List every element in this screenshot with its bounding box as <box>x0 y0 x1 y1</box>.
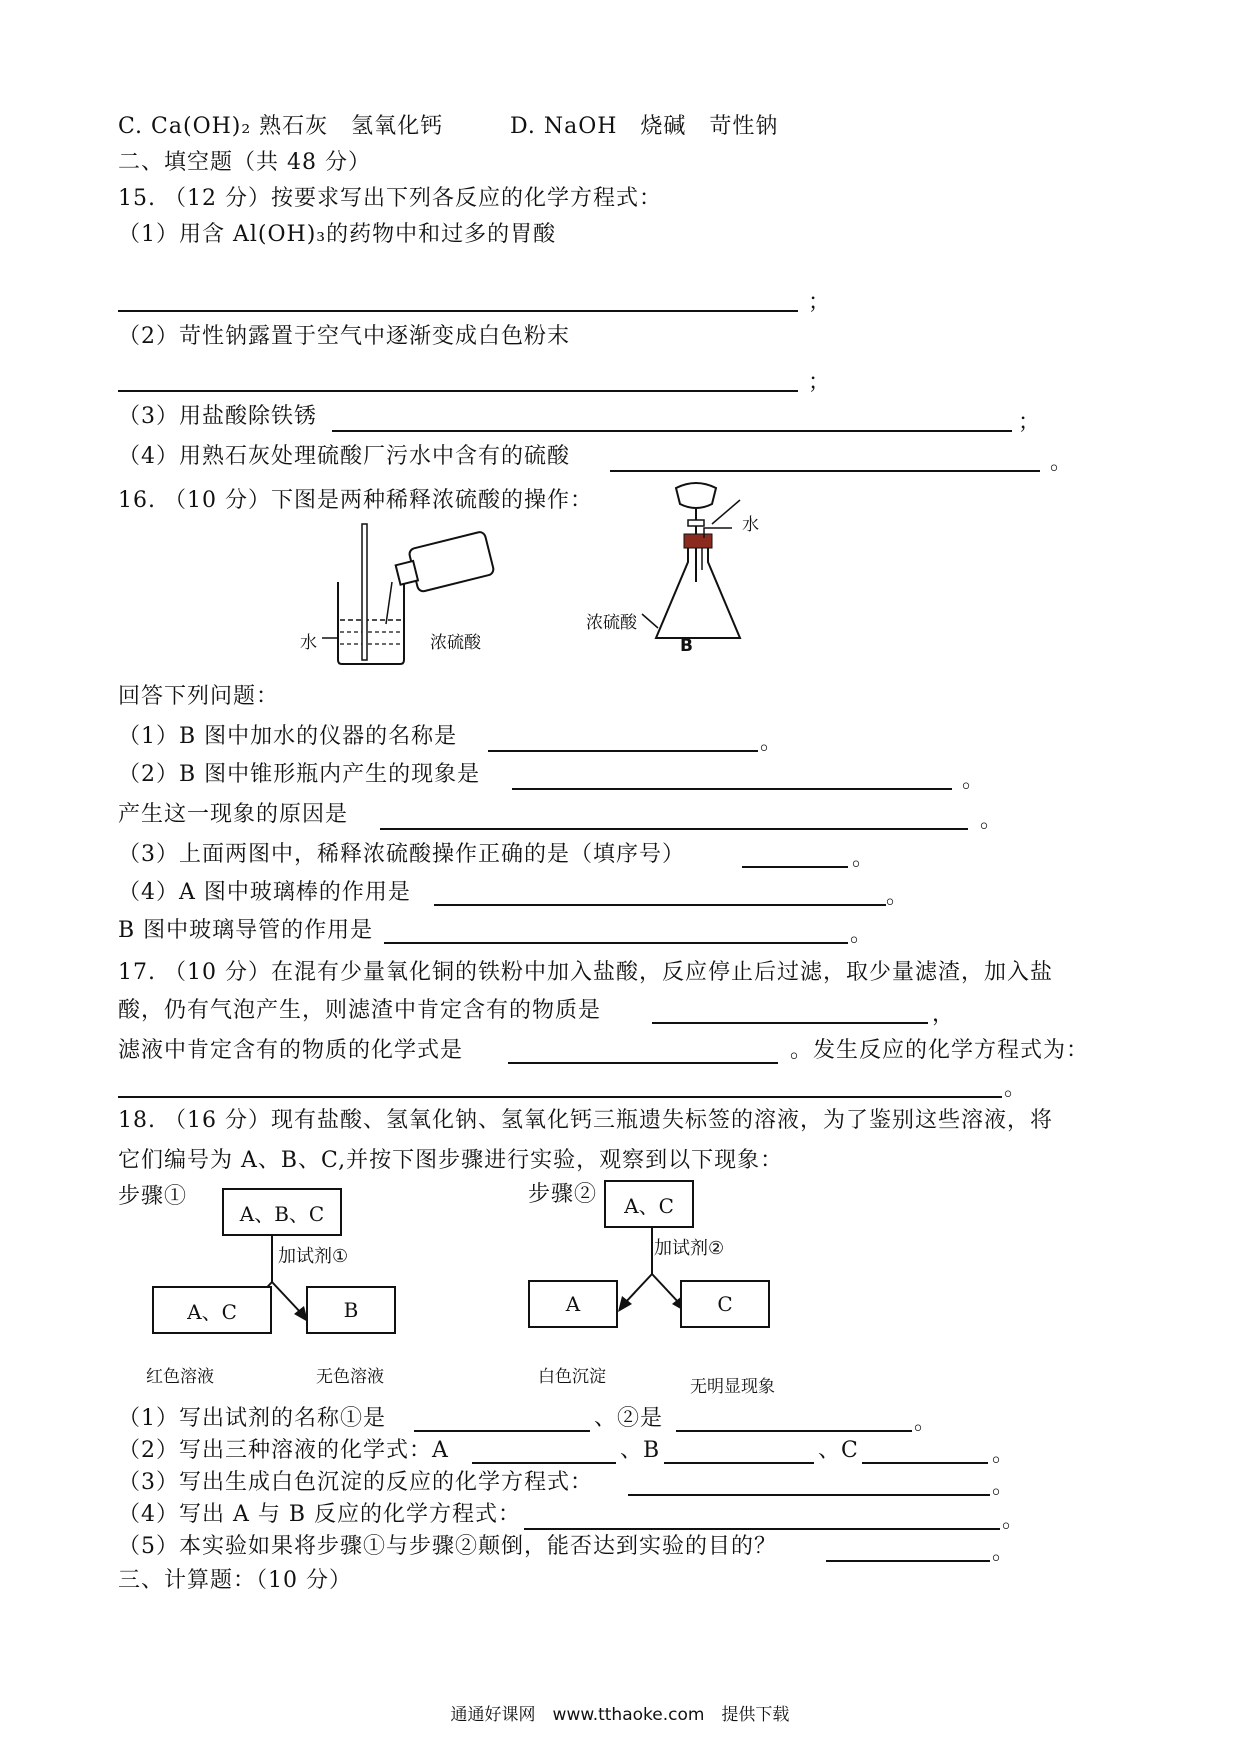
figure-a-acid-label: 浓硫酸 <box>430 633 481 653</box>
step2-reagent: 加试剂② <box>654 1238 725 1259</box>
q15-part3-semicolon: ； <box>1018 410 1041 435</box>
q16-part3-blank[interactable] <box>742 866 848 868</box>
q18-part2-c: 、C <box>818 1438 859 1463</box>
figure-b-acid-label: 浓硫酸 <box>586 613 637 633</box>
section-3-title: 三、计算题：（10 分） <box>118 1568 352 1593</box>
q16-part2-period: 。 <box>962 768 985 793</box>
q18-part4-period: 。 <box>1002 1508 1025 1533</box>
q17-line3-b: 。发生反应的化学方程式为： <box>790 1038 1090 1063</box>
q17-equation-blank[interactable] <box>118 1096 1002 1098</box>
figure-a-dilution-beaker <box>300 520 520 668</box>
q15-part4-blank[interactable] <box>610 470 1040 472</box>
q16-part4-b: B 图中玻璃导管的作用是 <box>118 918 374 943</box>
q15-stem: 15. （12 分）按要求写出下列各反应的化学方程式： <box>118 186 662 211</box>
figure-b-label: B <box>680 636 693 656</box>
q18-part2-period: 。 <box>992 1442 1015 1467</box>
q15-part2-blank[interactable] <box>118 390 798 392</box>
q17-line3: 滤液中肯定含有的物质的化学式是 <box>118 1038 464 1063</box>
q15-part1-blank[interactable] <box>118 310 798 312</box>
q16-part4-b-blank[interactable] <box>384 942 848 944</box>
q18-reagent1-blank[interactable] <box>414 1430 590 1432</box>
q16-part1-blank[interactable] <box>488 750 758 752</box>
step1-reagent: 加试剂① <box>278 1246 349 1267</box>
q16-part1: （1）B 图中加水的仪器的名称是 <box>118 724 458 749</box>
q16-part2-reason-period: 。 <box>980 808 1003 833</box>
q16-part3: （3）上面两图中，稀释浓硫酸操作正确的是（填序号） <box>118 842 685 867</box>
q15-part4-period: 。 <box>1050 450 1073 475</box>
q18-line1: 18. （16 分）现有盐酸、氢氧化钠、氢氧化钙三瓶遗失标签的溶液，为了鉴别这些溶液，将 <box>118 1108 1053 1133</box>
q15-part3: （3）用盐酸除铁锈 <box>118 404 317 429</box>
q15-part1: （1）用含 Al(OH)₃的药物中和过多的胃酸 <box>118 222 557 247</box>
option-d: D. NaOH 烧碱 苛性钠 <box>510 114 779 139</box>
q18-line2: 它们编号为 A、B、C,并按下图步骤进行实验，观察到以下现象： <box>118 1148 784 1173</box>
q18-part2-b: 、B <box>620 1438 661 1463</box>
q16-part2-reason-blank[interactable] <box>380 828 968 830</box>
q16-part4-blank[interactable] <box>434 904 886 906</box>
q18-part5-blank[interactable] <box>826 1560 990 1562</box>
q18-part2-a: （2）写出三种溶液的化学式：A <box>118 1438 449 1463</box>
q15-part2: （2）苛性钠露置于空气中逐渐变成白色粉末 <box>118 324 570 349</box>
q16-part2: （2）B 图中锥形瓶内产生的现象是 <box>118 762 481 787</box>
q16-part4-period: 。 <box>886 884 909 909</box>
q18-part5: （5）本实验如果将步骤①与步骤②颠倒，能否达到实验的目的？ <box>118 1534 777 1559</box>
step1-label: 步骤① <box>118 1184 188 1209</box>
q16-part2-reason: 产生这一现象的原因是 <box>118 802 349 827</box>
q17-line1: 17. （10 分）在混有少量氧化铜的铁粉中加入盐酸，反应停止后过滤，取少量滤渣，加入盐 <box>118 960 1053 985</box>
q18-part3-period: 。 <box>992 1474 1015 1499</box>
step1-right-caption: 无色溶液 <box>316 1367 384 1387</box>
step2-label: 步骤② <box>528 1182 598 1207</box>
page-footer: 通通好课网 www.tthaoke.com 提供下载 <box>450 1705 790 1725</box>
step2-left-caption: 白色沉淀 <box>538 1367 606 1387</box>
q17-filtrate-blank[interactable] <box>508 1062 778 1064</box>
q18-part3: （3）写出生成白色沉淀的反应的化学方程式： <box>118 1470 593 1495</box>
q18-part1-period: 。 <box>914 1410 937 1435</box>
section-2-title: 二、填空题（共 48 分） <box>118 150 371 175</box>
q16-stem: 16. （10 分）下图是两种稀释浓硫酸的操作： <box>118 488 593 513</box>
q18-formula-b-blank[interactable] <box>664 1462 814 1464</box>
figure-b-water-label: 水 <box>742 515 759 535</box>
q18-part1-b: 、②是 <box>594 1406 664 1431</box>
figure-b-dilution-flask <box>640 478 790 648</box>
q15-part4: （4）用熟石灰处理硫酸厂污水中含有的硫酸 <box>118 444 570 469</box>
q16-intro: 回答下列问题： <box>118 684 280 709</box>
q15-part2-semicolon: ； <box>808 370 831 395</box>
q18-part4-blank[interactable] <box>524 1528 1000 1530</box>
q17-period: 。 <box>1004 1076 1027 1101</box>
q18-formula-a-blank[interactable] <box>472 1462 616 1464</box>
q18-part1-a: （1）写出试剂的名称①是 <box>118 1406 386 1431</box>
step2-right-box: C <box>680 1280 770 1328</box>
q16-part1-period: 。 <box>760 730 783 755</box>
step1-left-box: A、C <box>152 1286 272 1334</box>
step2-left-box: A <box>528 1280 618 1328</box>
q15-part3-blank[interactable] <box>332 430 1012 432</box>
q15-part1-semicolon: ； <box>808 290 831 315</box>
q18-reagent2-blank[interactable] <box>676 1430 912 1432</box>
q18-formula-c-blank[interactable] <box>862 1462 988 1464</box>
step2-top-box: A、C <box>604 1180 694 1228</box>
q16-part4-b-period: 。 <box>850 922 873 947</box>
q17-line2: 酸，仍有气泡产生，则滤渣中肯定含有的物质是 <box>118 998 602 1023</box>
q17-line2-comma: ， <box>932 1002 955 1027</box>
figure-a-water-label: 水 <box>300 633 317 653</box>
step1-top-box: A、B、C <box>222 1188 342 1236</box>
q18-part5-period: 。 <box>992 1540 1015 1565</box>
step1-left-caption: 红色溶液 <box>146 1367 214 1387</box>
q18-part4: （4）写出 A 与 B 反应的化学方程式： <box>118 1502 522 1527</box>
q16-part2-blank[interactable] <box>512 788 952 790</box>
q18-part3-blank[interactable] <box>628 1494 990 1496</box>
option-c: C. Ca(OH)₂ 熟石灰 氢氧化钙 <box>118 114 444 139</box>
q16-part3-period: 。 <box>852 846 875 871</box>
q17-residue-blank[interactable] <box>652 1022 928 1024</box>
q16-part4: （4）A 图中玻璃棒的作用是 <box>118 880 411 905</box>
step2-right-caption: 无明显现象 <box>690 1377 775 1397</box>
step1-right-box: B <box>306 1286 396 1334</box>
